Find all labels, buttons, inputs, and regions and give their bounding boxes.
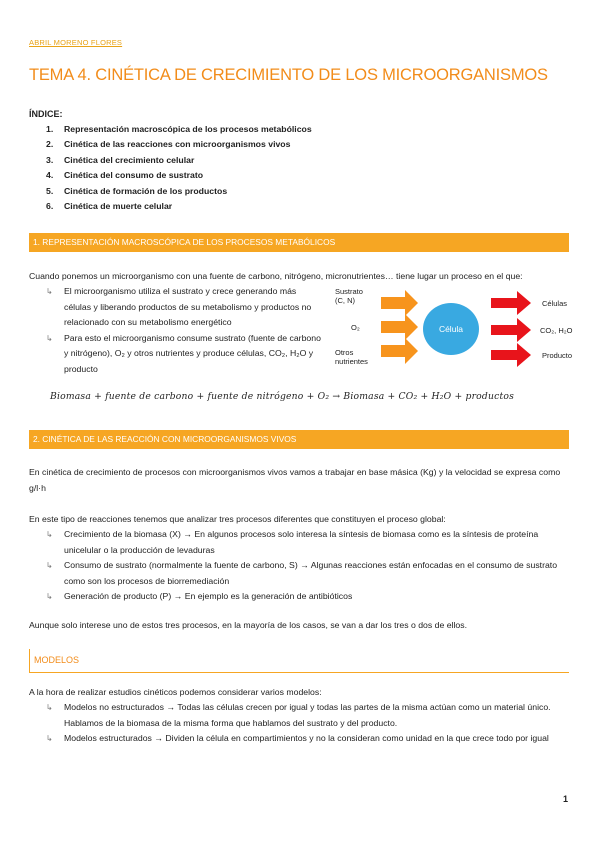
cell-process-diagram: [333, 284, 593, 376]
section-2-heading: 2. CINÉTICA DE LAS REACCIÓN CON MICROORGANISMOS VIVOS: [29, 430, 569, 449]
reaction-equation: Biomasa + fuente de carbono + fuente de nitrógeno + O₂ → Biomasa + CO₂ + H₂O + productos: [50, 391, 514, 402]
bullet-arrow-icon: ↳: [46, 592, 53, 602]
input-arrow-nutrients: [381, 338, 418, 364]
bullet-arrow-icon: ↳: [46, 734, 53, 744]
input-arrow-substrate: [381, 290, 418, 316]
input-label-oxygen: O₂: [351, 323, 360, 332]
section-2-paragraph-1: En cinética de crecimiento de procesos con microorganismos vivos vamos a trabajar en base másica (Kg) y la velocidad se expresa como g/l·h: [29, 467, 561, 493]
bullet-arrow-icon: ↳: [46, 561, 53, 571]
section-2-paragraph-3: Aunque solo interese uno de estos tres procesos, en la mayoría de los casos, se van a dar los tres o dos de ellos.: [29, 620, 468, 630]
output-label-co2: CO₂, H₂O: [540, 326, 573, 335]
input-label-other: Otros: [335, 348, 354, 357]
list-item: ↳ Generación de producto (P) → En ejemplo es la generación de antibióticos: [46, 589, 566, 605]
index-heading: ÍNDICE:: [29, 109, 63, 119]
models-heading: MODELOS: [29, 649, 569, 673]
author-name: ABRIL MORENO FLORES: [29, 38, 123, 47]
bullet-arrow-icon: ↳: [46, 703, 53, 712]
input-label-substrate-cn: (C, N): [335, 296, 355, 305]
section-2-bullets: [46, 527, 566, 605]
section-2-paragraph-2: En este tipo de reacciones tenemos que analizar tres procesos diferentes que constituyen el proceso global:: [29, 514, 446, 524]
output-arrow-product: [491, 343, 531, 367]
index-item: 4. Cinética del consumo de sustrato: [46, 170, 204, 181]
bullet-arrow-icon: ↳: [46, 333, 53, 343]
page-number: 1: [563, 794, 569, 804]
index-item: 2. Cinética de las reacciones con microorganismos vivos: [46, 139, 291, 150]
input-arrow-oxygen: [381, 314, 418, 340]
list-item: ↳ Consumo de sustrato (normalmente la fuente de carbono, S) → Algunas reacciones están enfocadas en el consumo de sustrato como son los procesos de biorremediación: [46, 560, 558, 586]
bullet-arrow-icon: ↳: [46, 287, 53, 296]
list-item: ↳ Crecimiento de la biomasa (X) → En algunos procesos solo interesa la síntesis de biomasa como es la síntesis de proteína unicelular o la producción de levaduras: [46, 529, 539, 555]
page-title: TEMA 4. CINÉTICA DE CRECIMIENTO DE LOS MICROORGANISMOS: [29, 66, 548, 84]
input-label-nutrients: nutrientes: [335, 357, 368, 366]
output-label-cells: Células: [542, 299, 568, 308]
index-item: 6. Cinética de muerte celular: [46, 200, 173, 211]
input-label-substrate: Sustrato: [335, 287, 363, 296]
list-item: ↳ Para esto el microorganismo consume sustrato (fuente de carbono y nitrógeno), O₂ y otros nutrientes y produce células, CO₂, H₂O y producto: [46, 332, 321, 374]
list-item: ↳ El microorganismo utiliza el sustrato y crece generando más células y liberando productos de su metabolismo y productos no relacionado con su metabolismo energético: [46, 286, 312, 328]
models-intro: A la hora de realizar estudios cinéticos podemos considerar varios modelos:: [29, 687, 322, 697]
list-item: ↳ Modelos no estructurados → Todas las células crecen por igual y todas las partes de la misma actúan como un material único. Hablamos de la biomasa de la misma forma que hablamos del sustrato y del producto.: [46, 702, 551, 728]
output-arrow-co2: [491, 318, 531, 342]
cell-label: Célula: [438, 324, 464, 334]
index-item: 1. Representación macroscópica de los procesos metabólicos: [46, 124, 312, 134]
list-item: ↳ Modelos estructurados → Dividen la célula en compartimientos y no la consideran como unidad en la que crece todo por igual: [46, 731, 566, 747]
section-1-heading: 1. REPRESENTACIÓN MACROSCÓPICA DE LOS PROCESOS METABÓLICOS: [29, 233, 569, 252]
output-arrow-cells: [491, 291, 531, 315]
index-item: 3. Cinética del crecimiento celular: [46, 154, 195, 165]
models-bullets: [46, 700, 566, 747]
output-label-product: Producto: [542, 351, 573, 360]
section-1-intro: Cuando ponemos un microorganismo con una fuente de carbono, nitrógeno, micronutrientes… tiene lugar un proceso en el que:: [29, 271, 523, 281]
index-list: [46, 124, 312, 216]
index-item: 5. Cinética de formación de los productos: [46, 185, 228, 196]
bullet-arrow-icon: ↳: [46, 530, 53, 539]
section-1-bullets: [46, 284, 324, 378]
